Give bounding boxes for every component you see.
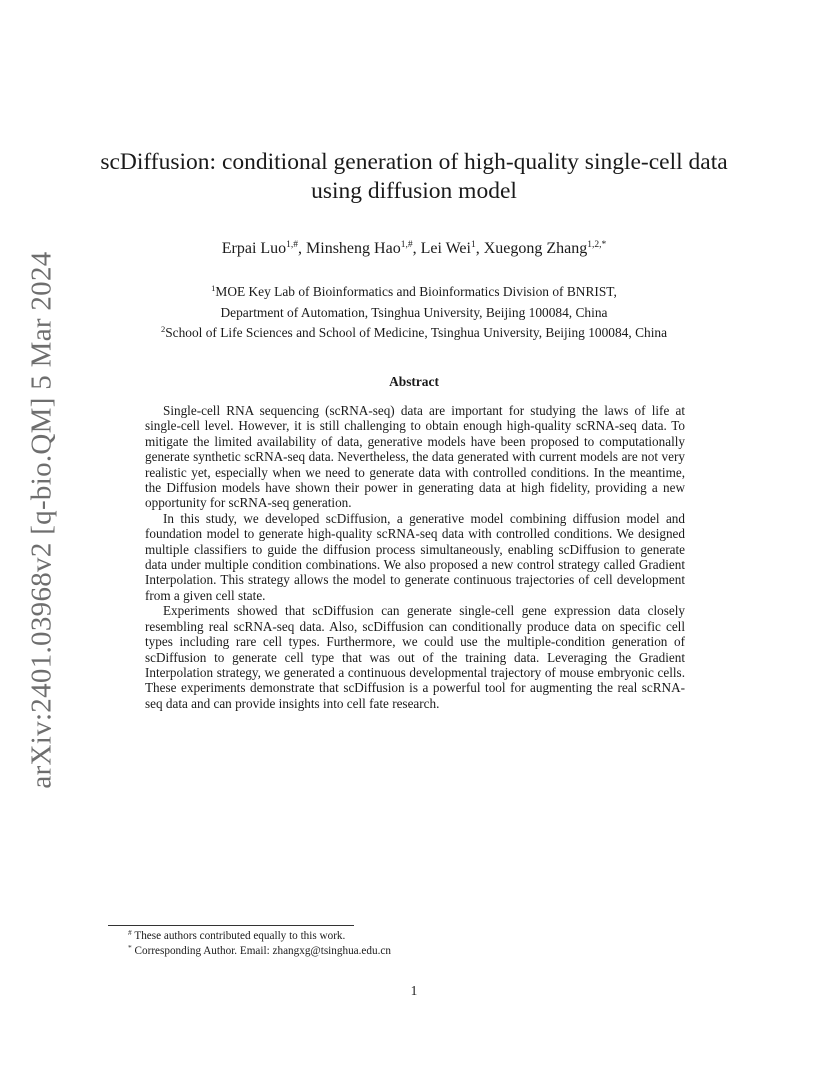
- affiliation-mark: 2: [160, 324, 166, 334]
- author-name: Lei Wei: [420, 240, 471, 257]
- footnotes: [128, 929, 391, 958]
- author-affiliation-marks: 1,#: [286, 240, 299, 250]
- affiliation-text: School of Life Sciences and School of Medicine, Tsinghua University, Beijing 100084, China: [165, 325, 668, 340]
- author-separator: ,: [298, 240, 307, 257]
- abstract-paragraph: In this study, we developed scDiffusion, a generative model combining diffusion model and foundation model to generate high-quality scRNA-seq data with controlled conditions. We designed multiple classifiers to guide the diffusion process simultaneously, enabling scDiffusion to generate data under multiple condition combinations. We also proposed a new control strategy called Gradient Interpolation. This strategy allows the model to generate continuous trajectories of cell development from a given cell state.: [145, 510, 685, 603]
- paper-title: [100, 148, 728, 206]
- author-affiliation-marks: 1: [470, 240, 476, 250]
- affiliations: [100, 282, 728, 344]
- author-affiliation-marks: 1,#: [400, 240, 413, 250]
- abstract-body: [145, 403, 685, 711]
- abstract-paragraph: Single-cell RNA sequencing (scRNA-seq) data are important for studying the laws of life at single-cell level. However, it is still challenging to obtain enough high-quality scRNA-seq data. To mitigate the limited availability of data, generative models have been proposed to computationally generate synthetic scRNA-seq data. Nevertheless, the data generated with current models are not very realistic yet, especially when we need to generate data with controlled conditions. In the meantime, the Diffusion models have shown their power in generating data at high fidelity, providing a new opportunity for scRNA-seq generation.: [145, 403, 685, 511]
- footnote-mark: *: [128, 942, 132, 952]
- footnote-divider: [108, 925, 354, 926]
- affiliation-1: [100, 282, 728, 303]
- footnote-text: Corresponding Author. Email: zhangxg@tsinghua.edu.cn: [134, 944, 391, 957]
- abstract-heading: Abstract: [389, 374, 439, 389]
- footnote-mark: #: [128, 928, 132, 937]
- author-name: Erpai Luo: [221, 240, 287, 257]
- title-line-1: scDiffusion: conditional generation of high-quality single-cell data: [100, 149, 728, 175]
- abstract-paragraph: Experiments showed that scDiffusion can generate single-cell gene expression data closely resembling real scRNA-seq data. Also, scDiffusion can conditionally produce data on specific cell types including rare cell types. Furthermore, we could use the multiple-condition generation of scDiffusion to generate cell type that was out of the training data. Leveraging the Gradient Interpolation strategy, we generated a continuous developmental trajectory of mouse embryonic cells. These experiments demonstrate that scDiffusion is a powerful tool for augmenting the real scRNA-seq data and can provide insights into cell fate research.: [145, 603, 685, 711]
- arxiv-identifier: arXiv:2401.03968v2 [q-bio.QM] 5 Mar 2024: [25, 251, 58, 789]
- author-affiliation-marks: 1,2,*: [587, 240, 607, 250]
- affiliation-2: [100, 323, 728, 344]
- author-name: Minsheng Hao: [306, 240, 401, 257]
- footnote: [128, 929, 391, 944]
- footnote-text: These authors contributed equally to this work.: [134, 930, 346, 942]
- author-list: [100, 240, 728, 258]
- title-line-2: using diffusion model: [311, 178, 517, 204]
- author-separator: ,: [412, 240, 421, 257]
- footnote: [128, 944, 391, 959]
- author-name: Xuegong Zhang: [483, 240, 588, 257]
- page-number: 1: [410, 983, 418, 998]
- affiliation-text: MOE Key Lab of Bioinformatics and Bioinformatics Division of BNRIST,: [215, 284, 617, 299]
- author-separator: ,: [475, 240, 484, 257]
- affiliation-mark: 1: [211, 283, 216, 293]
- affiliation-1-continued: Department of Automation, Tsinghua University, Beijing 100084, China: [220, 304, 608, 320]
